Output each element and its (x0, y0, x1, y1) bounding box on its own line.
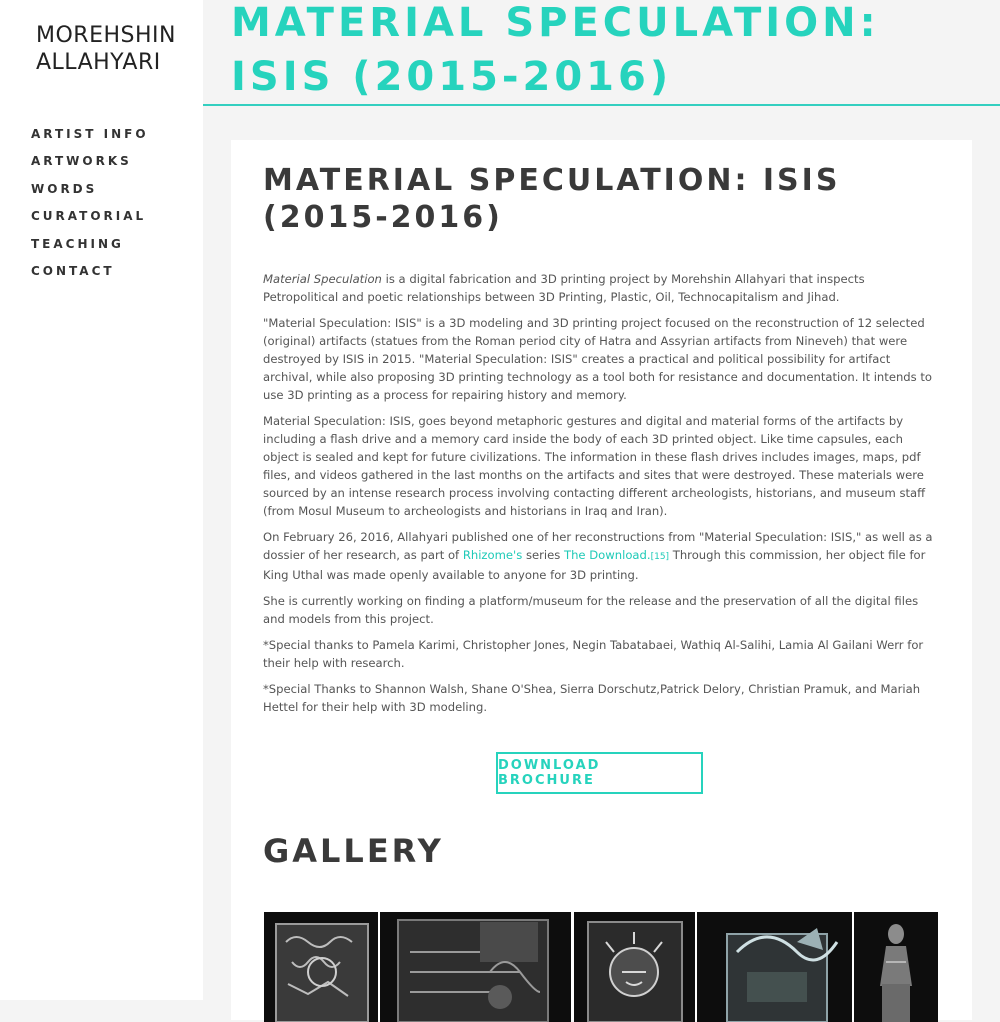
gallery-thumbnail-4[interactable] (697, 912, 852, 1022)
sidebar (0, 0, 203, 1000)
paragraph-5: She is currently working on finding a platform/museum for the release and the preservation of all the digital files and models from this project. (263, 594, 919, 626)
footnote-ref-link[interactable]: [15] (650, 552, 670, 562)
rhizome-link[interactable]: Rhizome's (462, 548, 523, 562)
paragraph-1-text: is a digital fabrication and 3D printing project by Morehshin Allahyari that inspects Petropolitical and poetic relationships between 3D Printing, Plastic, Oil, Technocapitalism and Jihad. (263, 272, 865, 304)
paragraph-6: *Special thanks to Pamela Karimi, Christopher Jones, Negin Tabatabaei, Wathiq Al-Salihi, Lamia Al Gailani Werr for their help with research. (263, 638, 924, 670)
paragraph-4 (263, 528, 939, 584)
nav-item-words[interactable]: WORDS (31, 181, 98, 196)
paragraph-4-text-c: Through this commission, her object file for King Uthal was made openly available to anyone for 3D printing. (263, 548, 926, 582)
paragraph-1 (263, 270, 939, 306)
paragraph-7: *Special Thanks to Shannon Walsh, Shane O'Shea, Sierra Dorschutz,Patrick Delory, Christian Pramuk, and Mariah Hettel for their help with 3D modeling. (263, 682, 921, 714)
paragraph-4-text-b: series (522, 548, 564, 562)
article-title: MATERIAL SPECULATION: ISIS (2015-2016) (263, 163, 841, 235)
main-nav (31, 125, 149, 289)
artifact-image-1 (264, 912, 378, 1022)
page-title: MATERIAL SPECULATION: ISIS (2015-2016) (231, 0, 880, 100)
nav-item-contact[interactable]: CONTACT (31, 263, 115, 278)
download-brochure-button[interactable]: DOWNLOAD BROCHURE (496, 752, 703, 794)
page-header (203, 0, 1000, 106)
paragraph-2: "Material Speculation: ISIS" is a 3D modeling and 3D printing project focused on the reconstruction of 12 selected (original) artifacts (statues from the Roman period city of Hatra and Assyrian artifacts from Nineveh) that were destroyed by ISIS in 2015. "Material Speculation: ISIS" creates a practical and political possibility for artifact archival, while also proposing 3D printing technology as a tool both for resistance and documentation. It intends to use 3D printing as a process for repairing history and memory. (263, 316, 933, 402)
project-name: Material Speculation (263, 272, 382, 286)
gallery-heading: GALLERY (263, 832, 444, 870)
nav-item-artist-info[interactable]: ARTIST INFO (31, 127, 149, 141)
gallery-thumbnail-3[interactable] (574, 912, 695, 1022)
artifact-image-2 (380, 912, 571, 1022)
artifact-image-5 (854, 912, 938, 1022)
gallery-thumbnail-1[interactable] (264, 912, 378, 1022)
paragraph-3: Material Speculation: ISIS, goes beyond metaphoric gestures and digital and material forms of the artifacts by including a flash drive and a memory card inside the body of each 3D printed object. Like time capsules, each object is sealed and kept for future civilizations. The information in these flash drives includes images, maps, pdf files, and videos gathered in the last months on the artifacts and sites that were destroyed. These materials were sourced by an intense research process involving contacting different archeologists, historians, and museum staff (from Mosul Museum to archeologists and historians in Iraq and Iran). (263, 414, 926, 518)
paragraph-4-text-a: On February 26, 2016, Allahyari published one of her reconstructions from "Material Speculation: ISIS," as well as a dossier of her research, as part of (263, 530, 933, 562)
gallery-thumbnail-5[interactable] (854, 912, 938, 1022)
nav-item-artworks[interactable]: ARTWORKS (31, 154, 132, 169)
the-download-link[interactable]: The Download. (564, 548, 651, 562)
logo-line-1: MOREHSHIN (36, 23, 176, 48)
nav-item-curatorial[interactable]: CURATORIAL (31, 209, 147, 224)
artifact-image-4 (697, 912, 852, 1022)
nav-item-teaching[interactable]: TEACHING (31, 236, 124, 251)
content-card (231, 140, 972, 1020)
artifact-image-3 (574, 912, 695, 1022)
gallery-thumbnail-2[interactable] (380, 912, 571, 1022)
site-logo[interactable] (36, 22, 176, 76)
article-body (263, 270, 939, 724)
logo-line-2: ALLAHYARI (36, 50, 161, 75)
